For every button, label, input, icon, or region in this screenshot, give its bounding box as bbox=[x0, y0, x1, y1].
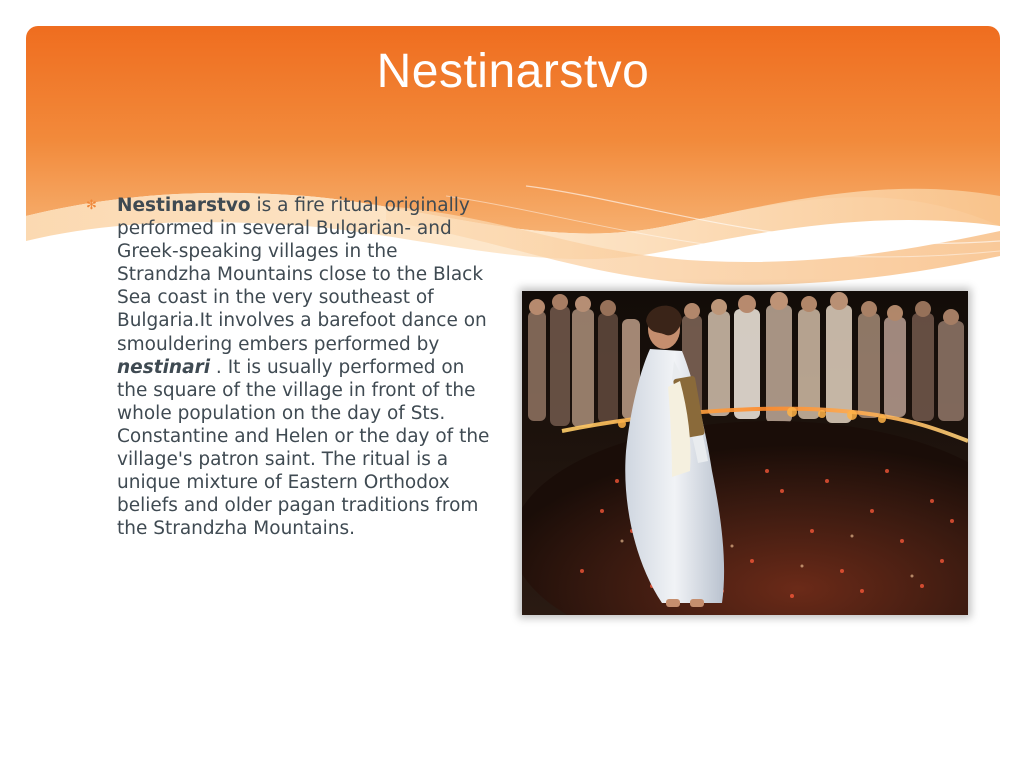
slide-title: Nestinarstvo bbox=[376, 45, 650, 98]
body-text-part-2: . It is usually performed on the square of the village in front of the whole population on the day of Sts. Constantine and Helen or the day of the village's patron saint. The ritual is a unique mixture of Eastern Orthodox beliefs and older pagan traditions from the Strandzha Mountains. bbox=[117, 356, 490, 540]
asterisk-bullet-icon: ✻ bbox=[86, 198, 97, 213]
photo-illustration bbox=[522, 291, 968, 615]
body-text-part-1: is a fire ritual originally performed in several Bulgarian- and Greek-speaking villages in the Strandzha Mountains close to the Black Sea coast in the very southeast of Bulgaria.It involves a barefoot dance on smouldering embers performed by bbox=[117, 195, 487, 355]
term-nestinari: nestinari bbox=[117, 356, 211, 378]
term-nestinarstvo: Nestinarstvo bbox=[117, 195, 251, 216]
fire-dance-photo bbox=[522, 291, 968, 615]
bullet-text bbox=[117, 194, 497, 540]
